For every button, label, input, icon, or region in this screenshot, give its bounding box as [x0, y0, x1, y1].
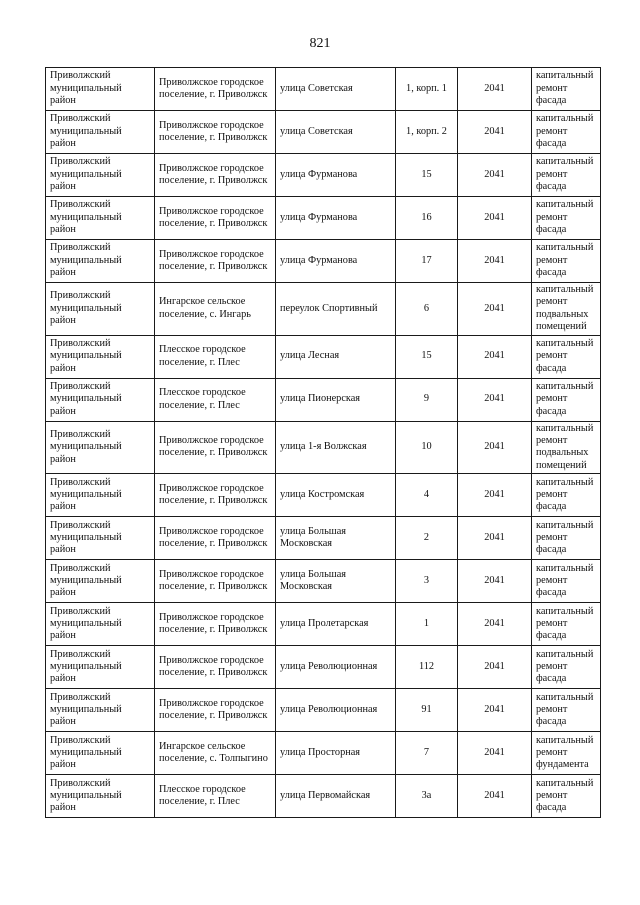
house-number-cell: 15 [396, 154, 458, 197]
street-cell: улица Пролетарская [276, 603, 396, 646]
table-row [46, 775, 601, 818]
settlement-cell: Приволжское городское поселение, г. Приволжск [155, 560, 276, 603]
district-cell: Приволжский муниципальный район [46, 689, 155, 732]
work-type-cell: капитальный ремонт фасада [532, 154, 601, 197]
year-cell: 2041 [458, 775, 532, 818]
table-row [46, 474, 601, 517]
district-cell: Приволжский муниципальный район [46, 517, 155, 560]
house-number-cell: 16 [396, 197, 458, 240]
street-cell: улица Фурманова [276, 154, 396, 197]
work-type-cell: капитальный ремонт фасада [532, 378, 601, 421]
settlement-cell: Приволжское городское поселение, г. Приволжск [155, 689, 276, 732]
house-number-cell: 3 [396, 560, 458, 603]
work-type-cell: капитальный ремонт фасада [532, 111, 601, 154]
settlement-cell: Плесское городское поселение, г. Плес [155, 378, 276, 421]
settlement-cell: Приволжское городское поселение, г. Приволжск [155, 197, 276, 240]
year-cell: 2041 [458, 689, 532, 732]
year-cell: 2041 [458, 68, 532, 111]
table-row [46, 154, 601, 197]
street-cell: улица Костромская [276, 474, 396, 517]
district-cell: Приволжский муниципальный район [46, 68, 155, 111]
street-cell: улица Советская [276, 68, 396, 111]
district-cell: Приволжский муниципальный район [46, 154, 155, 197]
settlement-cell: Приволжское городское поселение, г. Приволжск [155, 517, 276, 560]
settlement-cell: Ингарское сельское поселение, с. Ингарь [155, 283, 276, 336]
house-number-cell: 1 [396, 603, 458, 646]
table-row [46, 560, 601, 603]
house-number-cell: 1, корп. 1 [396, 68, 458, 111]
table-row [46, 283, 601, 336]
year-cell: 2041 [458, 283, 532, 336]
work-type-cell: капитальный ремонт фасада [532, 335, 601, 378]
repair-schedule-table [45, 67, 601, 818]
year-cell: 2041 [458, 517, 532, 560]
settlement-cell: Приволжское городское поселение, г. Приволжск [155, 154, 276, 197]
table-row [46, 111, 601, 154]
work-type-cell: капитальный ремонт фасада [532, 560, 601, 603]
year-cell: 2041 [458, 240, 532, 283]
house-number-cell: 6 [396, 283, 458, 336]
work-type-cell: капитальный ремонт фасада [532, 603, 601, 646]
settlement-cell: Приволжское городское поселение, г. Приволжск [155, 421, 276, 474]
table-row [46, 517, 601, 560]
page-number: 821 [309, 36, 331, 51]
work-type-cell: капитальный ремонт подвальных помещений [532, 283, 601, 336]
street-cell: улица Революционная [276, 646, 396, 689]
settlement-cell: Ингарское сельское поселение, с. Толпыгино [155, 732, 276, 775]
table-row [46, 646, 601, 689]
settlement-cell: Приволжское городское поселение, г. Приволжск [155, 474, 276, 517]
street-cell: улица Фурманова [276, 197, 396, 240]
year-cell: 2041 [458, 732, 532, 775]
street-cell: улица Просторная [276, 732, 396, 775]
street-cell: улица Первомайская [276, 775, 396, 818]
district-cell: Приволжский муниципальный район [46, 421, 155, 474]
house-number-cell: 9 [396, 378, 458, 421]
street-cell: улица Большая Московская [276, 517, 396, 560]
street-cell: улица Советская [276, 111, 396, 154]
house-number-cell: 91 [396, 689, 458, 732]
year-cell: 2041 [458, 335, 532, 378]
work-type-cell: капитальный ремонт подвальных помещений [532, 421, 601, 474]
district-cell: Приволжский муниципальный район [46, 603, 155, 646]
district-cell: Приволжский муниципальный район [46, 283, 155, 336]
house-number-cell: 1, корп. 2 [396, 111, 458, 154]
house-number-cell: 3а [396, 775, 458, 818]
street-cell: улица Лесная [276, 335, 396, 378]
settlement-cell: Приволжское городское поселение, г. Приволжск [155, 111, 276, 154]
street-cell: улица Фурманова [276, 240, 396, 283]
street-cell: улица Пионерская [276, 378, 396, 421]
district-cell: Приволжский муниципальный район [46, 111, 155, 154]
house-number-cell: 4 [396, 474, 458, 517]
table-row [46, 421, 601, 474]
district-cell: Приволжский муниципальный район [46, 732, 155, 775]
settlement-cell: Приволжское городское поселение, г. Приволжск [155, 68, 276, 111]
work-type-cell: капитальный ремонт фасада [532, 775, 601, 818]
street-cell: улица 1-я Волжская [276, 421, 396, 474]
district-cell: Приволжский муниципальный район [46, 378, 155, 421]
work-type-cell: капитальный ремонт фундамента [532, 732, 601, 775]
year-cell: 2041 [458, 154, 532, 197]
district-cell: Приволжский муниципальный район [46, 197, 155, 240]
year-cell: 2041 [458, 421, 532, 474]
house-number-cell: 112 [396, 646, 458, 689]
street-cell: переулок Спортивный [276, 283, 396, 336]
table-body [46, 68, 601, 818]
settlement-cell: Приволжское городское поселение, г. Приволжск [155, 603, 276, 646]
district-cell: Приволжский муниципальный район [46, 560, 155, 603]
table-row [46, 603, 601, 646]
work-type-cell: капитальный ремонт фасада [532, 517, 601, 560]
year-cell: 2041 [458, 378, 532, 421]
district-cell: Приволжский муниципальный район [46, 335, 155, 378]
table-row [46, 689, 601, 732]
house-number-cell: 7 [396, 732, 458, 775]
table-row [46, 68, 601, 111]
year-cell: 2041 [458, 603, 532, 646]
street-cell: улица Революционная [276, 689, 396, 732]
table-row [46, 335, 601, 378]
work-type-cell: капитальный ремонт фасада [532, 68, 601, 111]
work-type-cell: капитальный ремонт фасада [532, 646, 601, 689]
year-cell: 2041 [458, 197, 532, 240]
house-number-cell: 15 [396, 335, 458, 378]
work-type-cell: капитальный ремонт фасада [532, 197, 601, 240]
street-cell: улица Большая Московская [276, 560, 396, 603]
settlement-cell: Плесское городское поселение, г. Плес [155, 775, 276, 818]
settlement-cell: Приволжское городское поселение, г. Приволжск [155, 646, 276, 689]
house-number-cell: 17 [396, 240, 458, 283]
work-type-cell: капитальный ремонт фасада [532, 240, 601, 283]
year-cell: 2041 [458, 646, 532, 689]
year-cell: 2041 [458, 111, 532, 154]
settlement-cell: Плесское городское поселение, г. Плес [155, 335, 276, 378]
table-row [46, 732, 601, 775]
district-cell: Приволжский муниципальный район [46, 240, 155, 283]
table-row [46, 240, 601, 283]
district-cell: Приволжский муниципальный район [46, 474, 155, 517]
house-number-cell: 10 [396, 421, 458, 474]
table-row [46, 378, 601, 421]
settlement-cell: Приволжское городское поселение, г. Приволжск [155, 240, 276, 283]
work-type-cell: капитальный ремонт фасада [532, 689, 601, 732]
house-number-cell: 2 [396, 517, 458, 560]
table-row [46, 197, 601, 240]
district-cell: Приволжский муниципальный район [46, 646, 155, 689]
work-type-cell: капитальный ремонт фасада [532, 474, 601, 517]
year-cell: 2041 [458, 560, 532, 603]
year-cell: 2041 [458, 474, 532, 517]
district-cell: Приволжский муниципальный район [46, 775, 155, 818]
